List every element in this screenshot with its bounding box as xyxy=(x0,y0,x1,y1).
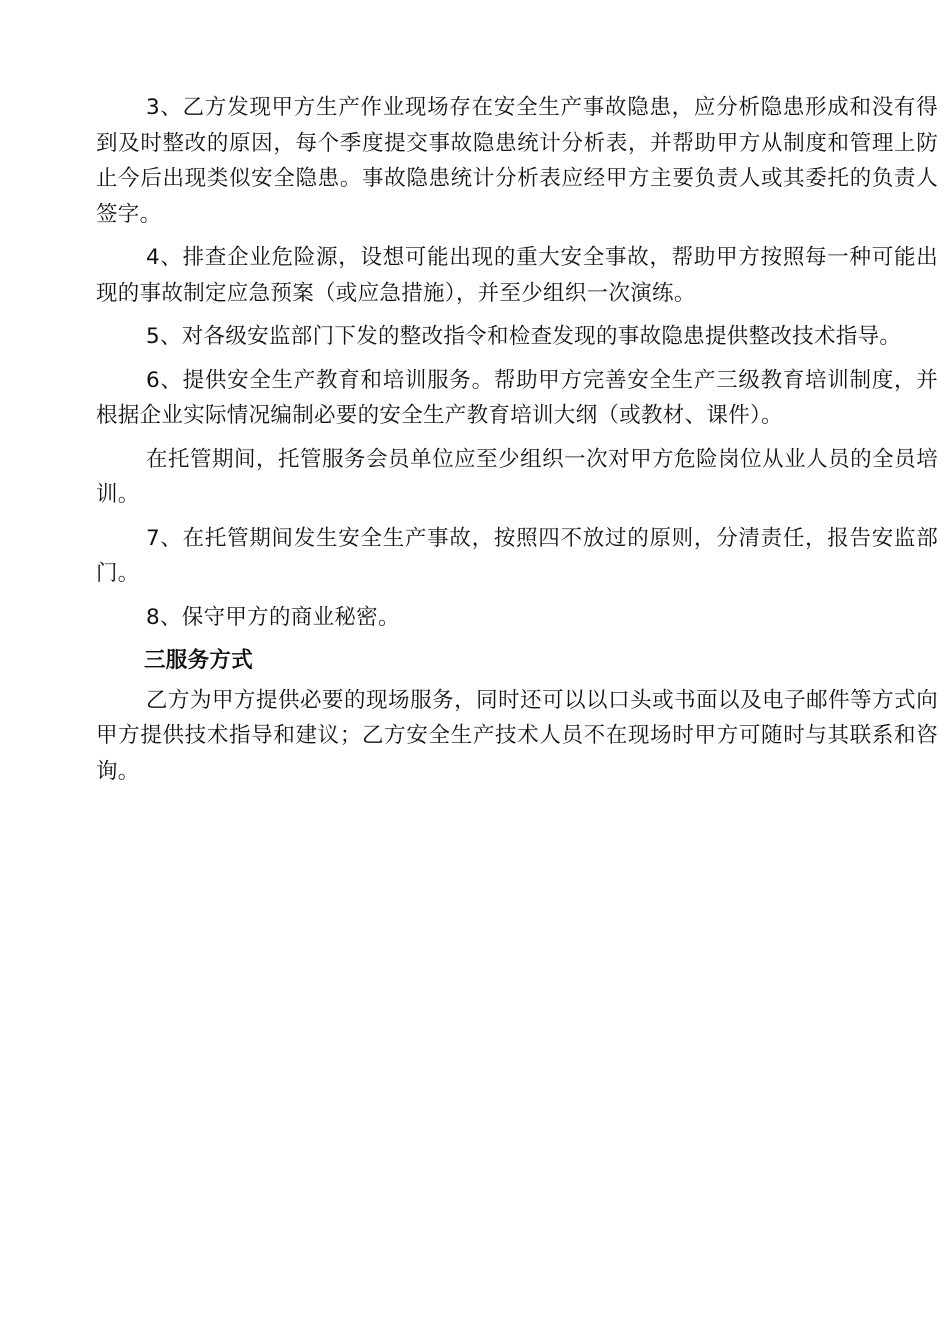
paragraph-training-note: 在托管期间，托管服务会员单位应至少组织一次对甲方危险岗位从业人员的全员培训。 xyxy=(96,446,938,507)
section-heading: 三服务方式 xyxy=(144,648,254,673)
document-page xyxy=(96,90,938,797)
paragraph-item-7: 7、在托管期间发生安全生产事故，按照四不放过的原则，分清责任，报告安监部门。 xyxy=(96,525,938,586)
paragraph-item-3: 3、乙方发现甲方生产作业现场存在安全生产事故隐患，应分析隐患形成和没有得到及时整改的原因，每个季度提交事故隐患统计分析表，并帮助甲方从制度和管理上防止今后出现类似安全隐患。事故隐患统计分析表应经甲方主要负责人或其委托的负责人签字。 xyxy=(96,95,938,227)
paragraph-item-6: 6、提供安全生产教育和培训服务。帮助甲方完善安全生产三级教育培训制度，并根据企业实际情况编制必要的安全生产教育培训大纲（或教材、课件）。 xyxy=(96,367,938,428)
paragraph-item-4: 4、排查企业危险源，设想可能出现的重大安全事故，帮助甲方按照每一种可能出现的事故制定应急预案（或应急措施），并至少组织一次演练。 xyxy=(96,245,938,306)
paragraph-item-8: 8、保守甲方的商业秘密。 xyxy=(146,604,400,630)
paragraph-item-5: 5、对各级安监部门下发的整改指令和检查发现的事故隐患提供整改技术指导。 xyxy=(146,324,902,349)
section-paragraph: 乙方为甲方提供必要的现场服务，同时还可以以口头或书面以及电子邮件等方式向甲方提供技术指导和建议；乙方安全生产技术人员不在现场时甲方可随时与其联系和咨询。 xyxy=(96,687,938,784)
